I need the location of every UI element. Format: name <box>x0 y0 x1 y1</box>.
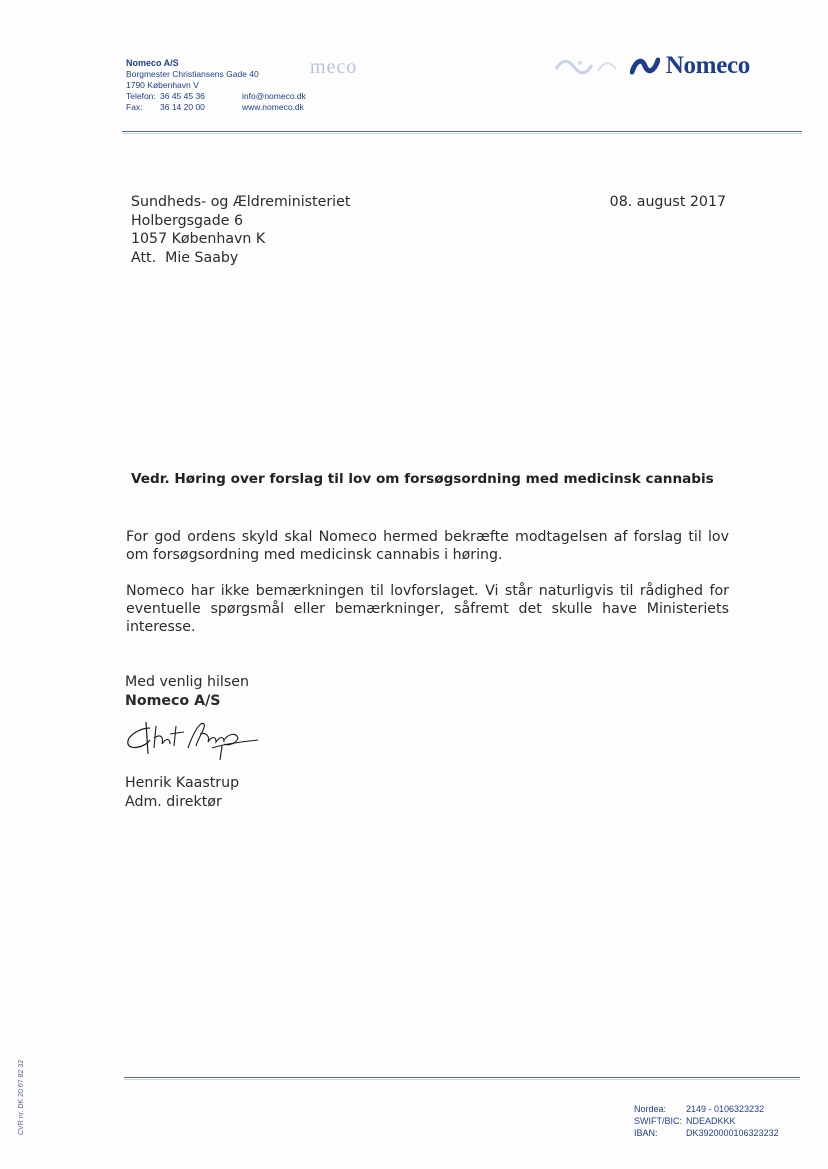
phone-label: Telefon: <box>126 91 156 101</box>
email-text: info@nomeco.dk <box>242 91 306 101</box>
sender-address-line1: Borgmester Christiansens Gade 40 <box>126 69 259 79</box>
swift-row <box>634 1115 779 1127</box>
cvr-number: CVR nr. DK 20 67 82 32 <box>18 1059 25 1135</box>
signer-block <box>125 774 239 811</box>
iban-value: DK3920000106323232 <box>686 1128 779 1138</box>
logo-wordmark: Nomeco <box>665 52 750 79</box>
bank-value: 2149 - 0106323232 <box>686 1104 765 1114</box>
phone-value: 36 45 45 36 <box>160 91 205 101</box>
ghost-watermark: meco <box>310 56 358 78</box>
sender-fax-row <box>126 102 306 113</box>
letter-subject: Vedr. Høring over forslag til lov om forsøgsordning med medicinsk cannabis <box>131 471 714 487</box>
nomeco-logo <box>554 52 750 80</box>
body-paragraph-1: For god ordens skyld skal Nomeco hermed bekræfte modtagelsen af forslag til lov om forsøgsordning med medicinsk cannabis i høring. <box>126 529 729 563</box>
body-paragraph-2: Nomeco har ikke bemærkningen til lovforslaget. Vi står naturligvis til rådighed for eventuelle spørgsmål eller bemærkninger, såfremt det skulle have Ministeriets interesse. <box>126 583 729 635</box>
bank-row <box>634 1103 779 1115</box>
iban-label: IBAN: <box>634 1128 658 1138</box>
sender-address-line2: 1790 København V <box>126 80 199 90</box>
swift-label: SWIFT/BIC: <box>634 1116 682 1126</box>
recipient-address <box>131 193 350 267</box>
fax-label: Fax: <box>126 102 143 112</box>
signer-name: Henrik Kaastrup <box>125 775 240 791</box>
footer-divider <box>124 1077 800 1078</box>
sender-phone-row <box>126 91 306 102</box>
bank-details <box>634 1103 779 1139</box>
website-text: www.nomeco.dk <box>242 102 304 112</box>
signer-title: Adm. direktør <box>125 793 222 810</box>
wave-logo-icon <box>630 54 660 78</box>
recipient-line4: Att. Mie Saaby <box>131 249 239 266</box>
swift-value: NDEADKKK <box>686 1116 736 1126</box>
closing-company: Nomeco A/S <box>125 692 221 709</box>
header-divider <box>122 131 802 132</box>
recipient-line3: 1057 København K <box>131 231 266 247</box>
iban-row <box>634 1127 779 1139</box>
fax-value: 36 14 20 00 <box>160 102 205 112</box>
letter-date: 08. august 2017 <box>609 194 726 210</box>
recipient-line1: Sundheds- og Ældreministeriet <box>131 194 351 210</box>
closing-greeting: Med venlig hilsen <box>125 674 249 690</box>
recipient-line2: Holbergsgade 6 <box>131 212 243 229</box>
faded-logo-mark-icon <box>554 55 624 77</box>
bank-label: Nordea: <box>634 1104 667 1114</box>
sender-company-name: Nomeco A/S <box>126 58 179 68</box>
handwritten-signature <box>120 714 260 764</box>
sender-block <box>126 58 306 113</box>
closing-block <box>125 673 249 710</box>
